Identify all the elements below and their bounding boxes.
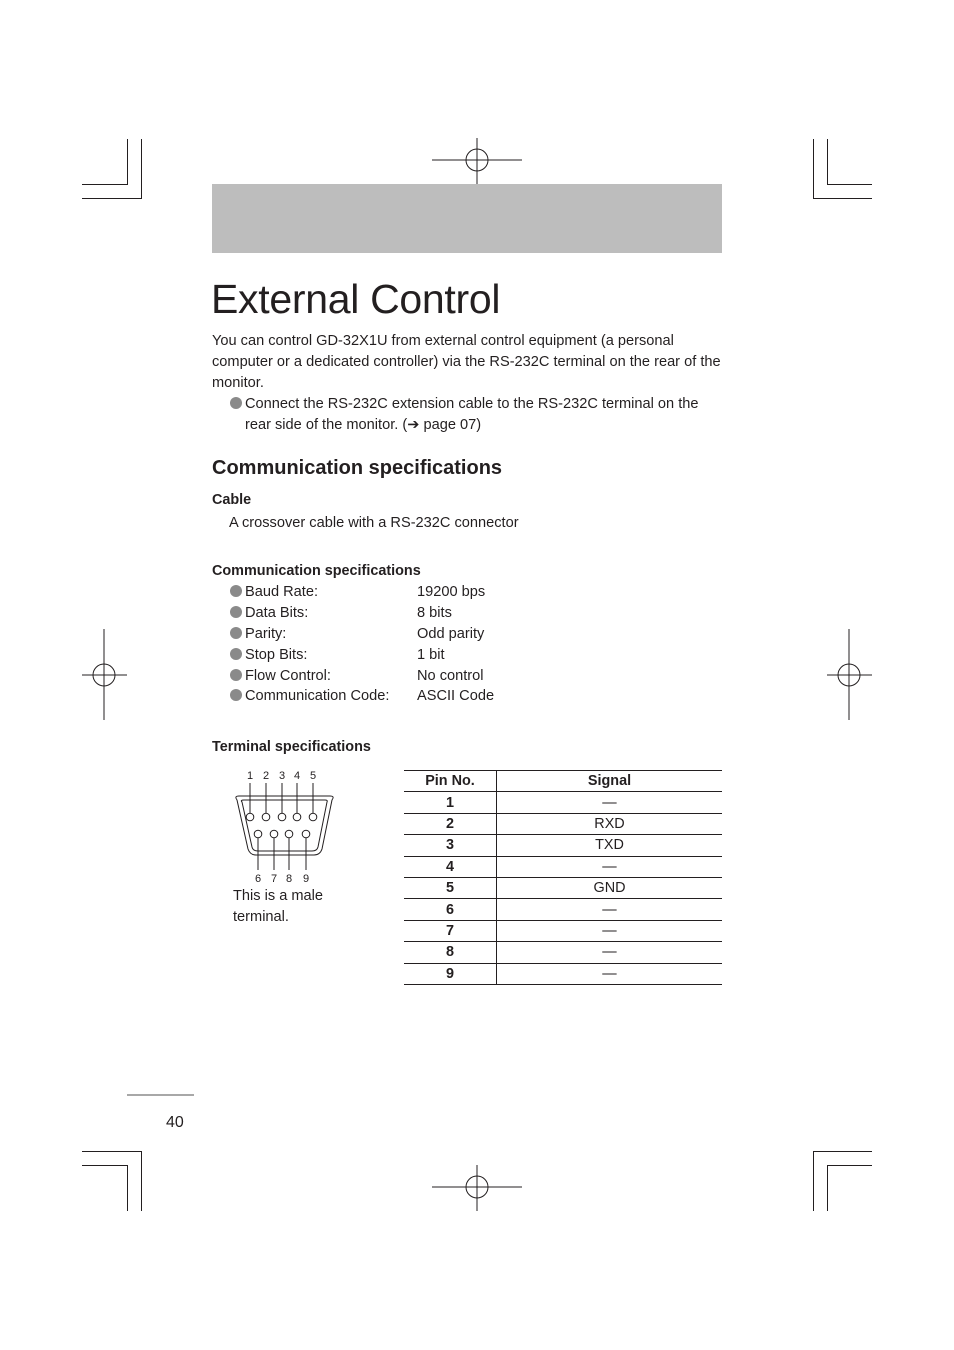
cable-text: A crossover cable with a RS-232C connector [229, 515, 519, 531]
table-row [404, 835, 722, 856]
pin-signal: RXD [497, 813, 723, 834]
page-number: 40 [166, 1114, 184, 1131]
table-header-row [404, 771, 722, 792]
pin-signal: TXD [497, 835, 723, 856]
pin-label: 9 [302, 873, 310, 885]
spec-row [230, 688, 495, 709]
pin-signal: — [497, 920, 723, 941]
table-row [404, 920, 722, 941]
spec-row [230, 668, 484, 689]
dsub9-connector-diagram [225, 764, 345, 888]
cable-heading: Cable [212, 492, 252, 508]
note-line-1: Connect the RS-232C extension cable to the RS-232C terminal on the [245, 396, 699, 412]
pin-signal: — [497, 899, 723, 920]
page-title: External Control [211, 276, 501, 322]
spec-value: 1 bit [417, 647, 445, 663]
pin-header: Pin No. [404, 771, 497, 792]
bullet-icon [230, 606, 242, 618]
spec-row [230, 626, 485, 647]
pin-label: 8 [285, 873, 293, 885]
spec-value: Odd parity [417, 626, 485, 642]
spec-label: Communication Code: [245, 688, 390, 704]
table-row [404, 813, 722, 834]
spec-row [230, 605, 452, 626]
pin-signal: — [497, 942, 723, 963]
pin-table [404, 770, 722, 985]
pin-number: 7 [404, 920, 497, 941]
bullet-icon [230, 648, 242, 660]
pin-number: 5 [404, 877, 497, 898]
pin-signal: — [497, 963, 723, 984]
signal-header: Signal [497, 771, 723, 792]
spec-label: Parity: [245, 626, 287, 642]
pin-label: 3 [278, 770, 286, 782]
pin-signal: GND [497, 877, 723, 898]
note-line-2: rear side of the monitor. (➔ page 07) [245, 417, 482, 433]
pin-number: 9 [404, 963, 497, 984]
pin-label: 4 [293, 770, 301, 782]
spec-row [230, 584, 486, 605]
pin-signal: — [497, 792, 723, 813]
pin-label: 5 [309, 770, 317, 782]
spec-value: 8 bits [417, 605, 452, 621]
bullet-icon [230, 689, 242, 701]
table-row [404, 877, 722, 898]
pin-number: 2 [404, 813, 497, 834]
spec-value: No control [417, 668, 484, 684]
intro-paragraph: You can control GD-32X1U from external control equipment (a personal computer or a dedicated controller) via the RS-232C terminal on the rear of the monitor. [212, 333, 721, 391]
page-number-rule [127, 1094, 194, 1096]
bullet-icon [230, 397, 242, 409]
table-row [404, 942, 722, 963]
bullet-icon [230, 627, 242, 639]
table-row [404, 899, 722, 920]
pin-label: 2 [262, 770, 270, 782]
pin-number: 8 [404, 942, 497, 963]
section-heading: Communication specifications [212, 457, 503, 479]
pin-label: 6 [254, 873, 262, 885]
spec-label: Stop Bits: [245, 647, 308, 663]
terminal-specs-heading: Terminal specifications [212, 739, 371, 755]
bullet-icon [230, 669, 242, 681]
spec-value: ASCII Code [417, 688, 495, 704]
pin-label: 7 [270, 873, 278, 885]
pin-number: 1 [404, 792, 497, 813]
table-row [404, 792, 722, 813]
header-banner [212, 184, 722, 253]
pin-number: 4 [404, 856, 497, 877]
spec-row [230, 647, 445, 668]
spec-label: Baud Rate: [245, 584, 319, 600]
pin-label: 1 [246, 770, 254, 782]
spec-value: 19200 bps [417, 584, 486, 600]
connector-caption: This is a male terminal. [233, 888, 324, 925]
bullet-icon [230, 585, 242, 597]
connection-note [230, 394, 720, 415]
pin-number: 6 [404, 899, 497, 920]
pin-signal: — [497, 856, 723, 877]
pin-number: 3 [404, 835, 497, 856]
spec-label: Flow Control: [245, 668, 331, 684]
table-row [404, 856, 722, 877]
comm-specs-heading: Communication specifications [212, 563, 421, 579]
spec-label: Data Bits: [245, 605, 309, 621]
table-row [404, 963, 722, 984]
